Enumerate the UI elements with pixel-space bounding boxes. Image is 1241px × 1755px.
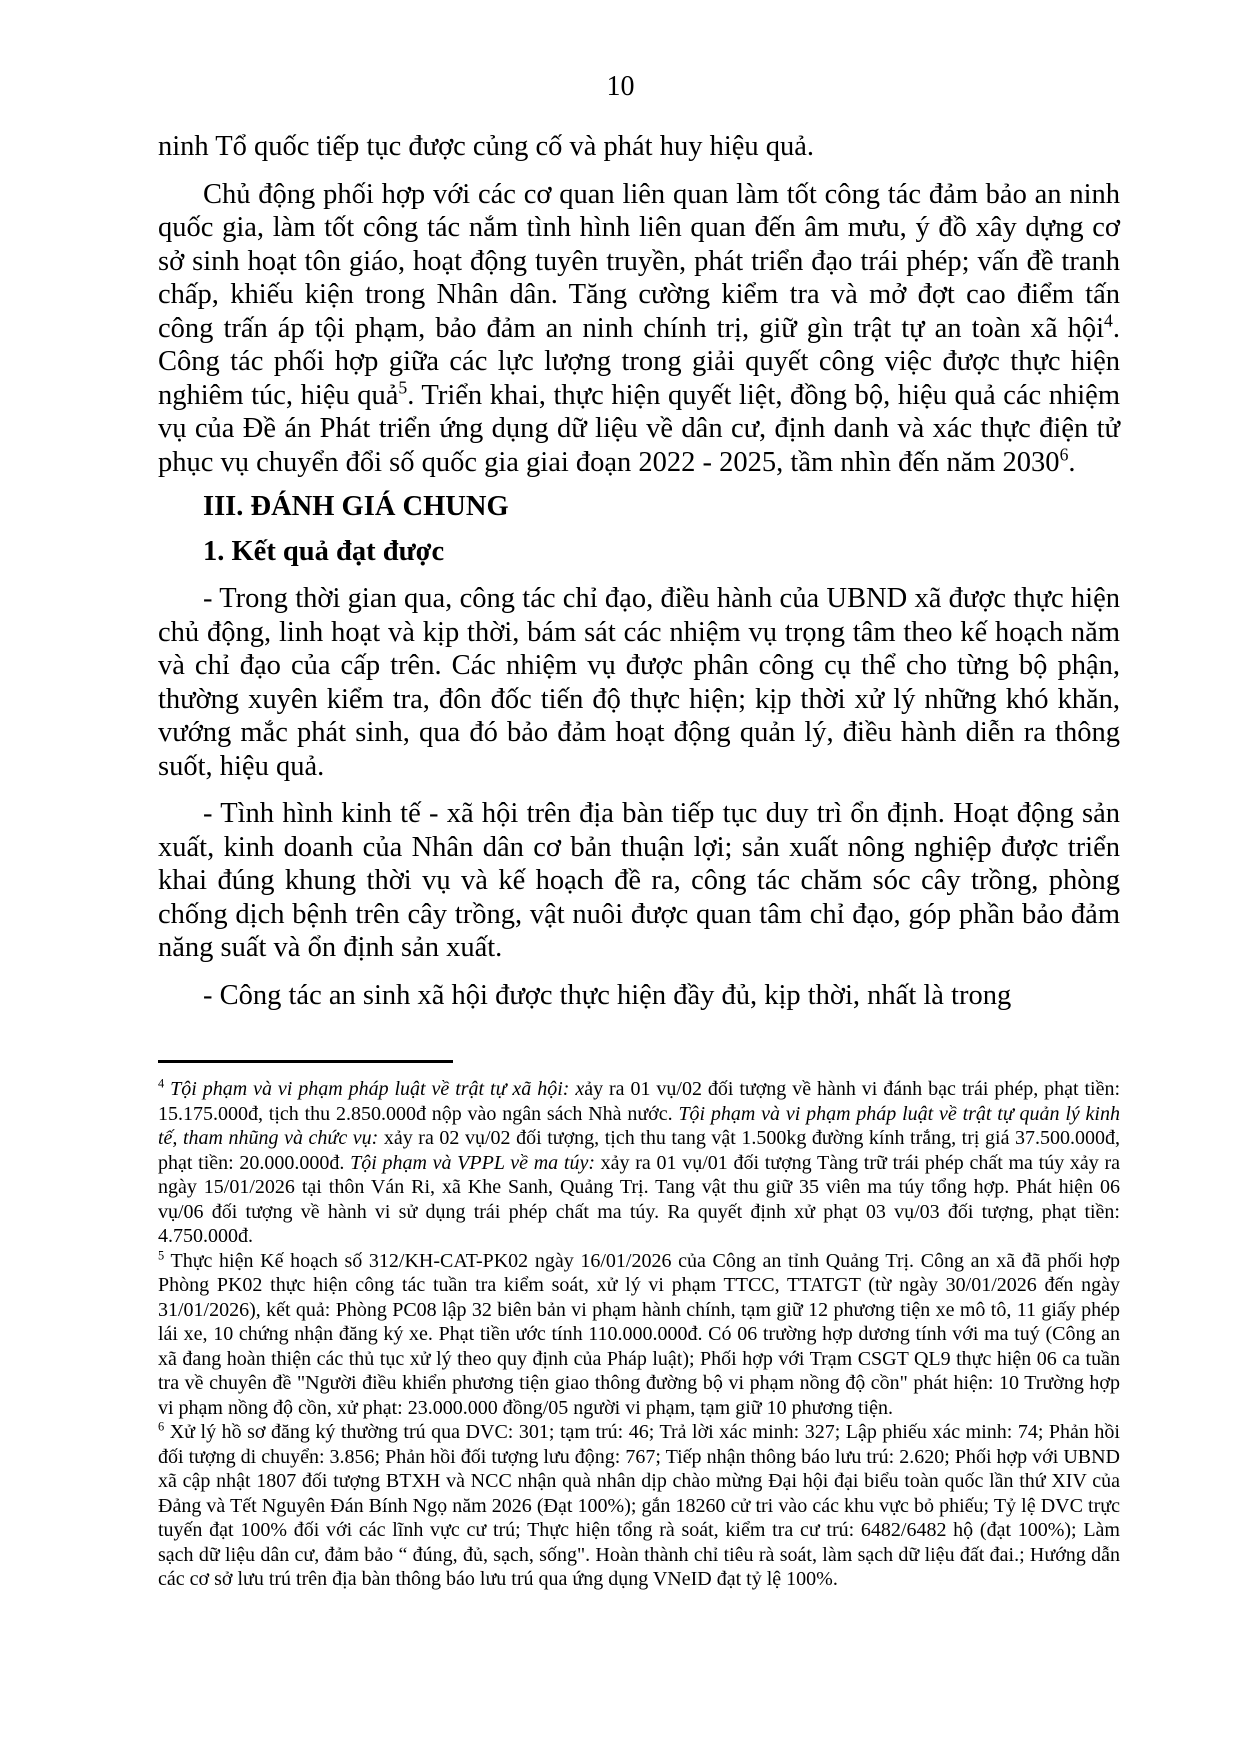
paragraph-management-results: - Trong thời gian qua, công tác chỉ đạo, điều hành của UBND xã được thực hiện chủ động, linh hoạt và kịp thời, bám sát các nhiệm vụ trọng tâm theo kế hoạch năm và chỉ đạo của cấp trên. Các nhiệm vụ được phân công cụ thể cho từng bộ phận, thường xuyên kiểm tra, đôn đốc tiến độ thực hiện; kịp thời xử lý những khó khăn, vướng mắc phát sinh, qua đó bảo đảm hoạt động quản lý, điều hành diễn ra thông suốt, hiệu quả. (158, 583, 1120, 782)
paragraph-continuation: ninh Tổ quốc tiếp tục được củng cố và phát huy hiệu quả. (158, 131, 815, 162)
footnote-4: $^4$ Tội phạm và vi phạm pháp luật về trật tự xã hội: xảy ra 01 vụ/02 đối tượng về hành vi đánh bạc trái phép, phạt tiền: 15.175.000đ, tịch thu 2.850.000đ nộp vào ngân sách Nhà nước. Tội phạm và vi phạm pháp luật về trật tự quản lý kinh tế, tham nhũng và chức vụ: xảy ra 02 vụ/02 đối tượng, tịch thu tang vật 1.500kg đường kính trắng, trị giá 37.500.000đ, phạt tiền: 20.000.000đ. Tội phạm và VPPL về ma túy: xảy ra 01 vụ/01 đối tượng Tàng trữ trái phép chất ma túy xảy ra ngày 15/01/2026 tại thôn Ván Ri, xã Khe Sanh, Quảng Trị. Tang vật thu giữ 35 viên ma túy tổng hợp. Phát hiện 06 vụ/06 đối tượng về hành vi sử dụng trái phép chất ma túy. Ra quyết định xử phạt 03 vụ/03 đối tượng, phạt tiền: 4.750.000đ. (158, 1076, 1121, 1247)
footnote-5: $^5$ Thực hiện Kế hoạch số 312/KH-CAT-PK02 ngày 16/01/2026 của Công an tỉnh Quảng Trị. Công an xã đã phối hợp Phòng PK02 thực hiện công tác tuần tra kiểm soát, xử lý vi phạm TTCC, TTATGT (từ ngày 30/01/2026 đến ngày 31/01/2026), kết quả: Phòng PC08 lập 32 biên bản vi phạm hành chính, tạm giữ 12 phương tiện xe mô tô, 11 giấy phép lái xe, 10 chứng nhận đăng ký xe. Phạt tiền ước tính 110.000.000đ. Có 06 trường hợp dương tính với ma tuý (Công an xã đang hoàn thiện các thủ tục xử lý theo quy định của Pháp luật); Phối hợp với Trạm CSGT QL9 thực hiện 06 ca tuần tra về chuyên đề "Người điều khiển phương tiện giao thông đường bộ vi phạm nồng độ cồn" phát hiện: 10 Trường hợp vi phạm nồng độ cồn, xử phạt: 23.000.000 đồng/05 người vi phạm, tạm giữ 10 phương tiện. (158, 1247, 1120, 1419)
page-number: 10 (606, 71, 635, 102)
section-heading-general-assessment: III. ĐÁNH GIÁ CHUNG (203, 491, 509, 522)
footnote-list (158, 1077, 1120, 1592)
subsection-heading-results: 1. Kết quả đạt được (203, 535, 445, 567)
document-body (158, 130, 1120, 1012)
footnote-separator (158, 1060, 453, 1063)
paragraph-socioeconomic-situation: - Tình hình kinh tế - xã hội trên địa bàn tiếp tục duy trì ổn định. Hoạt động sản xuất, kinh doanh của Nhân dân cơ bản thuận lợi; sản xuất nông nghiệp được triển khai đúng khung thời vụ và kế hoạch đề ra, công tác chăm sóc cây trồng, phòng chống dịch bệnh trên cây trồng, vật nuôi được quan tâm chỉ đạo, góp phần bảo đảm năng suất và ổn định sản xuất. (158, 798, 1120, 963)
footnote-section (158, 1060, 1120, 1592)
footnote-6: $^6$ Xử lý hồ sơ đăng ký thường trú qua DVC: 301; tạm trú: 46; Trả lời xác minh: 327; Lập phiếu xác minh: 74; Phản hồi đối tượng di chuyển: 3.856; Phản hồi đối tượng lưu động: 767; Tiếp nhận thông báo lưu trú: 2.620; Phối hợp với UBND xã cập nhật 1807 đối tượng BTXH và NCC nhận quà nhân dịp chào mừng Đại hội đại biểu toàn quốc lần thứ XIV của Đảng và Tết Nguyên Đán Bính Ngọ năm 2026 (Đạt 100%); gắn 18260 cử tri vào các khu vực bỏ phiếu; Tỷ lệ DVC trực tuyến đạt 100% đối với các lĩnh vực cư trú; Thực hiện tổng rà soát, kiểm tra cư trú: 6482/6482 hộ (đạt 100%); Làm sạch dữ liệu dân cư, đảm bảo “ đúng, đủ, sạch, sống". Hoàn thành chỉ tiêu rà soát, làm sạch dữ liệu đất đai.; Hướng dẫn các cơ sở lưu trú trên địa bàn thông báo lưu trú qua ứng dụng VNeID đạt tỷ lệ 100%. (158, 1419, 1120, 1590)
paragraph-social-welfare: - Công tác an sinh xã hội được thực hiện đầy đủ, kịp thời, nhất là trong (203, 979, 1012, 1011)
paragraph-security-coordination: Chủ động phối hợp với các cơ quan liên quan làm tốt công tác đảm bảo an ninh quốc gia, làm tốt công tác nắm tình hình liên quan đến âm mưu, ý đồ xây dựng cơ sở sinh hoạt tôn giáo, hoạt động tuyên truyền, phát triển đạo trái phép; vấn đề tranh chấp, khiếu kiện trong Nhân dân. Tăng cường kiểm tra và mở đợt cao điểm tấn công trấn áp tội phạm, bảo đảm an ninh chính trị, giữ gìn trật tự an toàn xã hội$^4$. Công tác phối hợp giữa các lực lượng trong giải quyết công việc được thực hiện nghiêm túc, hiệu quả$^5$. Triển khai, thực hiện quyết liệt, đồng bộ, hiệu quả các nhiệm vụ của Đề án Phát triển ứng dụng dữ liệu về dân cư, định danh và xác thực điện tử phục vụ chuyển đổi số quốc gia giai đoạn 2022 - 2025, tầm nhìn đến năm 2030$^6$. (158, 178, 1120, 478)
